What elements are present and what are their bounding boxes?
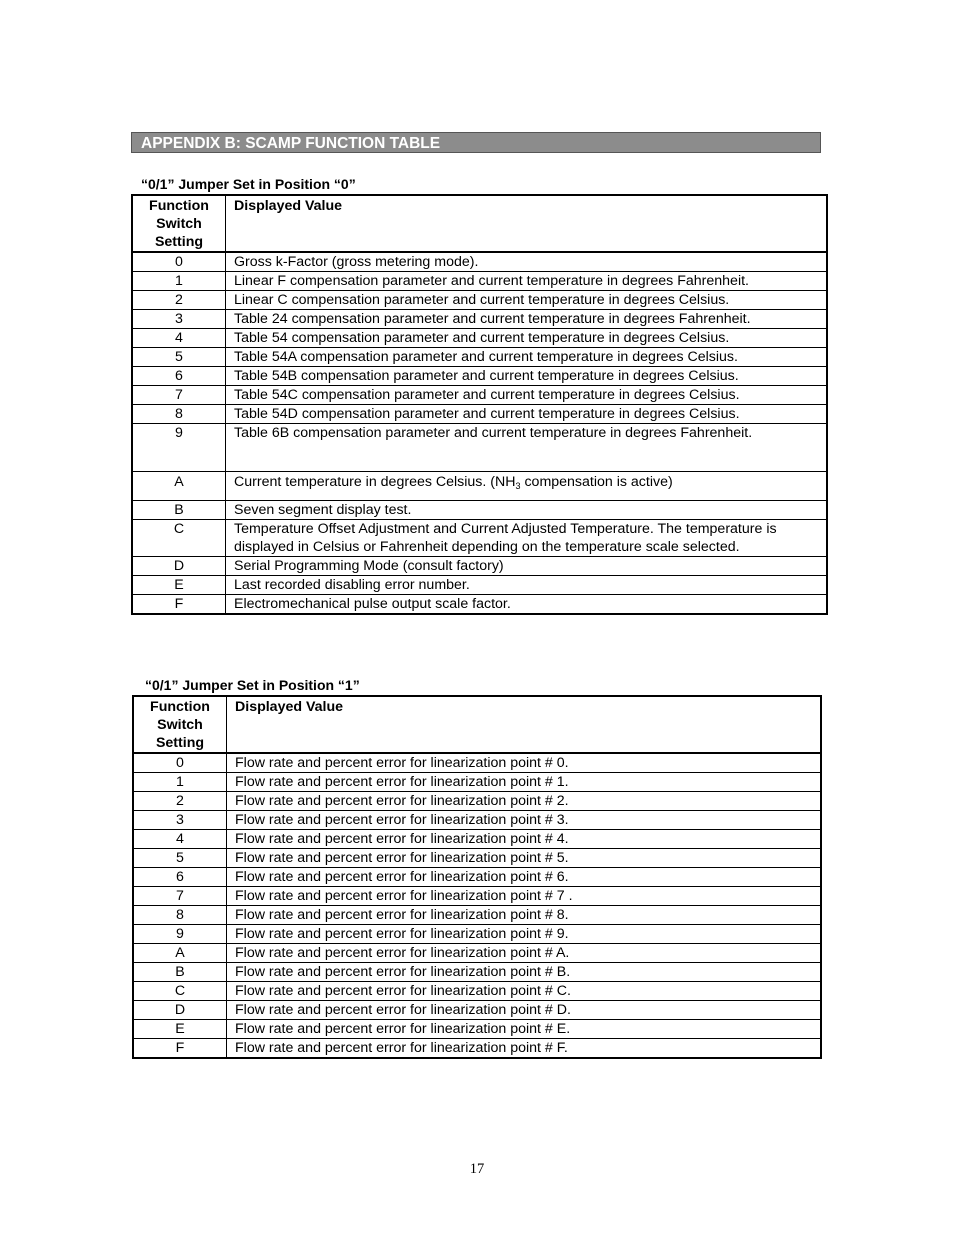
value-cell: Flow rate and percent error for linearization point # 1. — [227, 773, 822, 792]
value-cell: Flow rate and percent error for linearization point # C. — [227, 982, 822, 1001]
setting-cell: C — [133, 982, 227, 1001]
table-row — [133, 830, 821, 849]
table-row — [132, 576, 827, 595]
setting-cell: E — [133, 1020, 227, 1039]
value-cell: Flow rate and percent error for linearization point # 9. — [227, 925, 822, 944]
table-row — [132, 291, 827, 310]
table-row — [133, 792, 821, 811]
setting-cell: 9 — [133, 925, 227, 944]
table-1-caption: “0/1” Jumper Set in Position “0” — [141, 176, 356, 192]
setting-cell: 1 — [133, 773, 227, 792]
setting-cell: 8 — [133, 906, 227, 925]
value-cell: Flow rate and percent error for linearization point # 4. — [227, 830, 822, 849]
table-2-caption: “0/1” Jumper Set in Position “1” — [145, 677, 360, 693]
function-table-position-1 — [132, 695, 822, 1059]
table-row — [133, 963, 821, 982]
table-row — [133, 868, 821, 887]
setting-cell: 4 — [132, 329, 226, 348]
setting-cell: 0 — [133, 753, 227, 773]
table-row — [132, 367, 827, 386]
table-row — [132, 501, 827, 520]
value-cell: Flow rate and percent error for linearization point # A. — [227, 944, 822, 963]
value-cell: Flow rate and percent error for linearization point # F. — [227, 1039, 822, 1059]
setting-cell: 6 — [133, 868, 227, 887]
table-row — [133, 773, 821, 792]
header-displayed-value: Displayed Value — [226, 195, 828, 252]
table-row — [133, 982, 821, 1001]
page-number: 17 — [469, 1161, 485, 1177]
value-cell: Linear C compensation parameter and current temperature in degrees Celsius. — [226, 291, 828, 310]
setting-cell: E — [132, 576, 226, 595]
value-cell: Flow rate and percent error for linearization point # 7 . — [227, 887, 822, 906]
table-row — [132, 310, 827, 329]
setting-cell: A — [132, 472, 226, 501]
setting-cell: 1 — [132, 272, 226, 291]
value-cell: Flow rate and percent error for linearization point # 8. — [227, 906, 822, 925]
value-cell: Flow rate and percent error for linearization point # 0. — [227, 753, 822, 773]
header-displayed-value: Displayed Value — [227, 696, 822, 753]
setting-cell: 8 — [132, 405, 226, 424]
table-row — [133, 1020, 821, 1039]
setting-cell: 5 — [132, 348, 226, 367]
setting-cell: F — [132, 595, 226, 615]
table-row — [132, 348, 827, 367]
setting-cell: 2 — [133, 792, 227, 811]
value-text-pre: Current temperature in degrees Celsius. (NH — [234, 474, 516, 490]
value-cell: Flow rate and percent error for linearization point # D. — [227, 1001, 822, 1020]
value-cell: Table 6B compensation parameter and current temperature in degrees Fahrenheit. — [226, 424, 828, 472]
value-cell: Electromechanical pulse output scale factor. — [226, 595, 828, 615]
table-row — [132, 386, 827, 405]
table-row — [133, 753, 821, 773]
value-cell: Table 54B compensation parameter and current temperature in degrees Celsius. — [226, 367, 828, 386]
setting-cell: D — [132, 557, 226, 576]
table-row — [133, 906, 821, 925]
table-row — [132, 329, 827, 348]
value-cell: Serial Programming Mode (consult factory) — [226, 557, 828, 576]
setting-cell: 6 — [132, 367, 226, 386]
value-cell: Flow rate and percent error for linearization point # E. — [227, 1020, 822, 1039]
value-cell: Linear F compensation parameter and current temperature in degrees Fahrenheit. — [226, 272, 828, 291]
value-cell: Temperature Offset Adjustment and Current Adjusted Temperature. The temperature is displayed in Celsius or Fahrenheit depending on the temperature scale selected. — [226, 520, 828, 557]
table-row — [133, 849, 821, 868]
setting-cell: D — [133, 1001, 227, 1020]
setting-cell: 7 — [132, 386, 226, 405]
value-text-post: compensation is active) — [520, 474, 673, 490]
setting-cell: B — [133, 963, 227, 982]
setting-cell: 3 — [133, 811, 227, 830]
value-cell: Table 54C compensation parameter and current temperature in degrees Celsius. — [226, 386, 828, 405]
setting-cell: 5 — [133, 849, 227, 868]
table-row — [132, 595, 827, 615]
table-row — [132, 405, 827, 424]
table-row — [133, 925, 821, 944]
function-table-position-0 — [131, 194, 828, 615]
table-row — [132, 557, 827, 576]
table-row — [132, 472, 827, 501]
value-cell: Last recorded disabling error number. — [226, 576, 828, 595]
value-cell: Flow rate and percent error for linearization point # 3. — [227, 811, 822, 830]
appendix-heading: APPENDIX B: SCAMP FUNCTION TABLE — [131, 132, 821, 153]
setting-cell: 3 — [132, 310, 226, 329]
table-row — [133, 887, 821, 906]
setting-cell: 7 — [133, 887, 227, 906]
setting-cell: B — [132, 501, 226, 520]
setting-cell: C — [132, 520, 226, 557]
value-cell: Table 54D compensation parameter and current temperature in degrees Celsius. — [226, 405, 828, 424]
value-cell: Flow rate and percent error for linearization point # 6. — [227, 868, 822, 887]
table-row — [133, 1039, 821, 1059]
value-subscript: 3 — [515, 481, 521, 491]
table-row — [132, 424, 827, 472]
value-cell: Flow rate and percent error for linearization point # 5. — [227, 849, 822, 868]
value-cell — [226, 472, 828, 501]
table-header-row — [132, 195, 827, 252]
setting-cell: 9 — [132, 424, 226, 472]
table-row — [132, 272, 827, 291]
setting-cell: F — [133, 1039, 227, 1059]
value-cell: Table 24 compensation parameter and current temperature in degrees Fahrenheit. — [226, 310, 828, 329]
setting-cell: A — [133, 944, 227, 963]
header-function-switch-setting: Function Switch Setting — [133, 696, 227, 753]
header-function-switch-setting: Function Switch Setting — [132, 195, 226, 252]
value-cell: Gross k-Factor (gross metering mode). — [226, 252, 828, 272]
value-cell: Table 54 compensation parameter and current temperature in degrees Celsius. — [226, 329, 828, 348]
table-row — [133, 944, 821, 963]
table-row — [132, 252, 827, 272]
value-cell: Seven segment display test. — [226, 501, 828, 520]
table-row — [132, 520, 827, 557]
table-row — [133, 811, 821, 830]
table-header-row — [133, 696, 821, 753]
setting-cell: 0 — [132, 252, 226, 272]
table-row — [133, 1001, 821, 1020]
value-cell: Table 54A compensation parameter and current temperature in degrees Celsius. — [226, 348, 828, 367]
value-cell: Flow rate and percent error for linearization point # 2. — [227, 792, 822, 811]
setting-cell: 4 — [133, 830, 227, 849]
value-cell: Flow rate and percent error for linearization point # B. — [227, 963, 822, 982]
setting-cell: 2 — [132, 291, 226, 310]
